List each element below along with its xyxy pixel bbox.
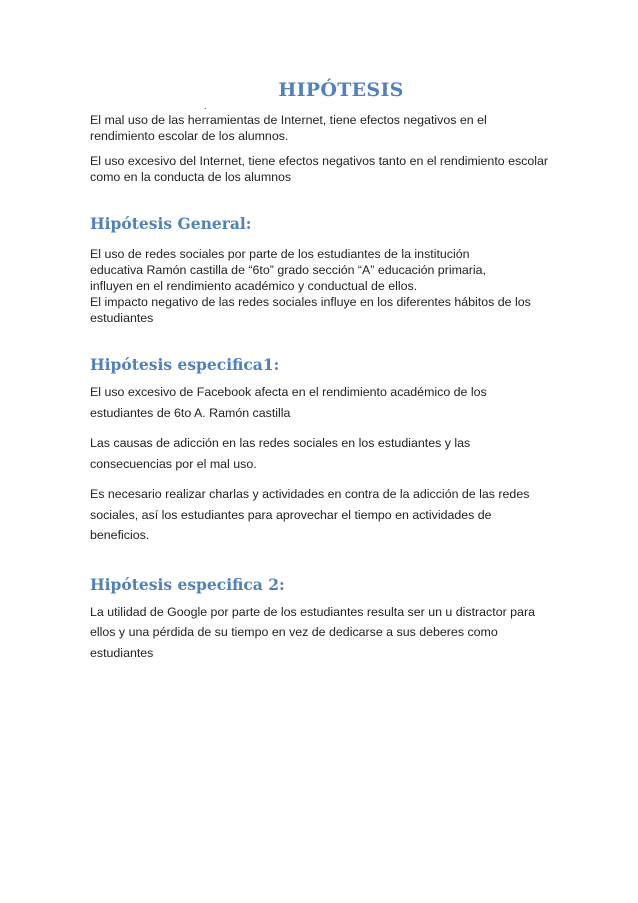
stray-dot: . [204,101,207,111]
especifica1-paragraph-2: Las causas de adicción en las redes sociales en los estudiantes y las consecuencias por el mal uso. [90,436,471,471]
general-line-2: educativa Ramón castilla de “6to” grado sección “A” educación primaria, [90,263,487,277]
especifica1-paragraph-3: Es necesario realizar charlas y actividades en contra de la adicción de las redes sociales, así los estudiantes para aprovechar el tiempo en actividades de beneficios. [90,487,530,542]
intro-paragraph-1: El mal uso de las herramientas de Internet, tiene efectos negativos en el rendimiento escolar de los alumnos. [90,113,487,143]
general-paragraph-2: El impacto negativo de las redes sociales influye en los diferentes hábitos de los estudiantes [90,295,531,325]
document-content [90,78,552,663]
page-title: HIPÓTESIS [278,79,404,101]
intro-paragraph-2: El uso excesivo del Internet, tiene efectos negativos tanto en el rendimiento escolar como en la conducta de los alumnos [90,154,549,184]
general-line-1: El uso de redes sociales por parte de los estudiantes de la institución [90,247,470,261]
heading-hipotesis-general: Hipótesis General: [90,214,252,233]
heading-hipotesis-especifica-2: Hipótesis especifica 2: [90,574,285,594]
especifica1-paragraph-1: El uso excesivo de Facebook afecta en el rendimiento académico de los estudiantes de 6to A. Ramón castilla [90,385,487,420]
especifica2-paragraph-1: La utilidad de Google por parte de los estudiantes resulta ser un u distractor para ellos y una pérdida de su tiempo en vez de dedicarse a sus deberes como estudiantes [90,604,535,660]
general-line-3: influyen en el rendimiento académico y conductual de ellos. [90,279,418,293]
general-paragraph-1 [90,246,552,294]
heading-hipotesis-especifica-1: Hipótesis especifica1: [90,355,280,374]
